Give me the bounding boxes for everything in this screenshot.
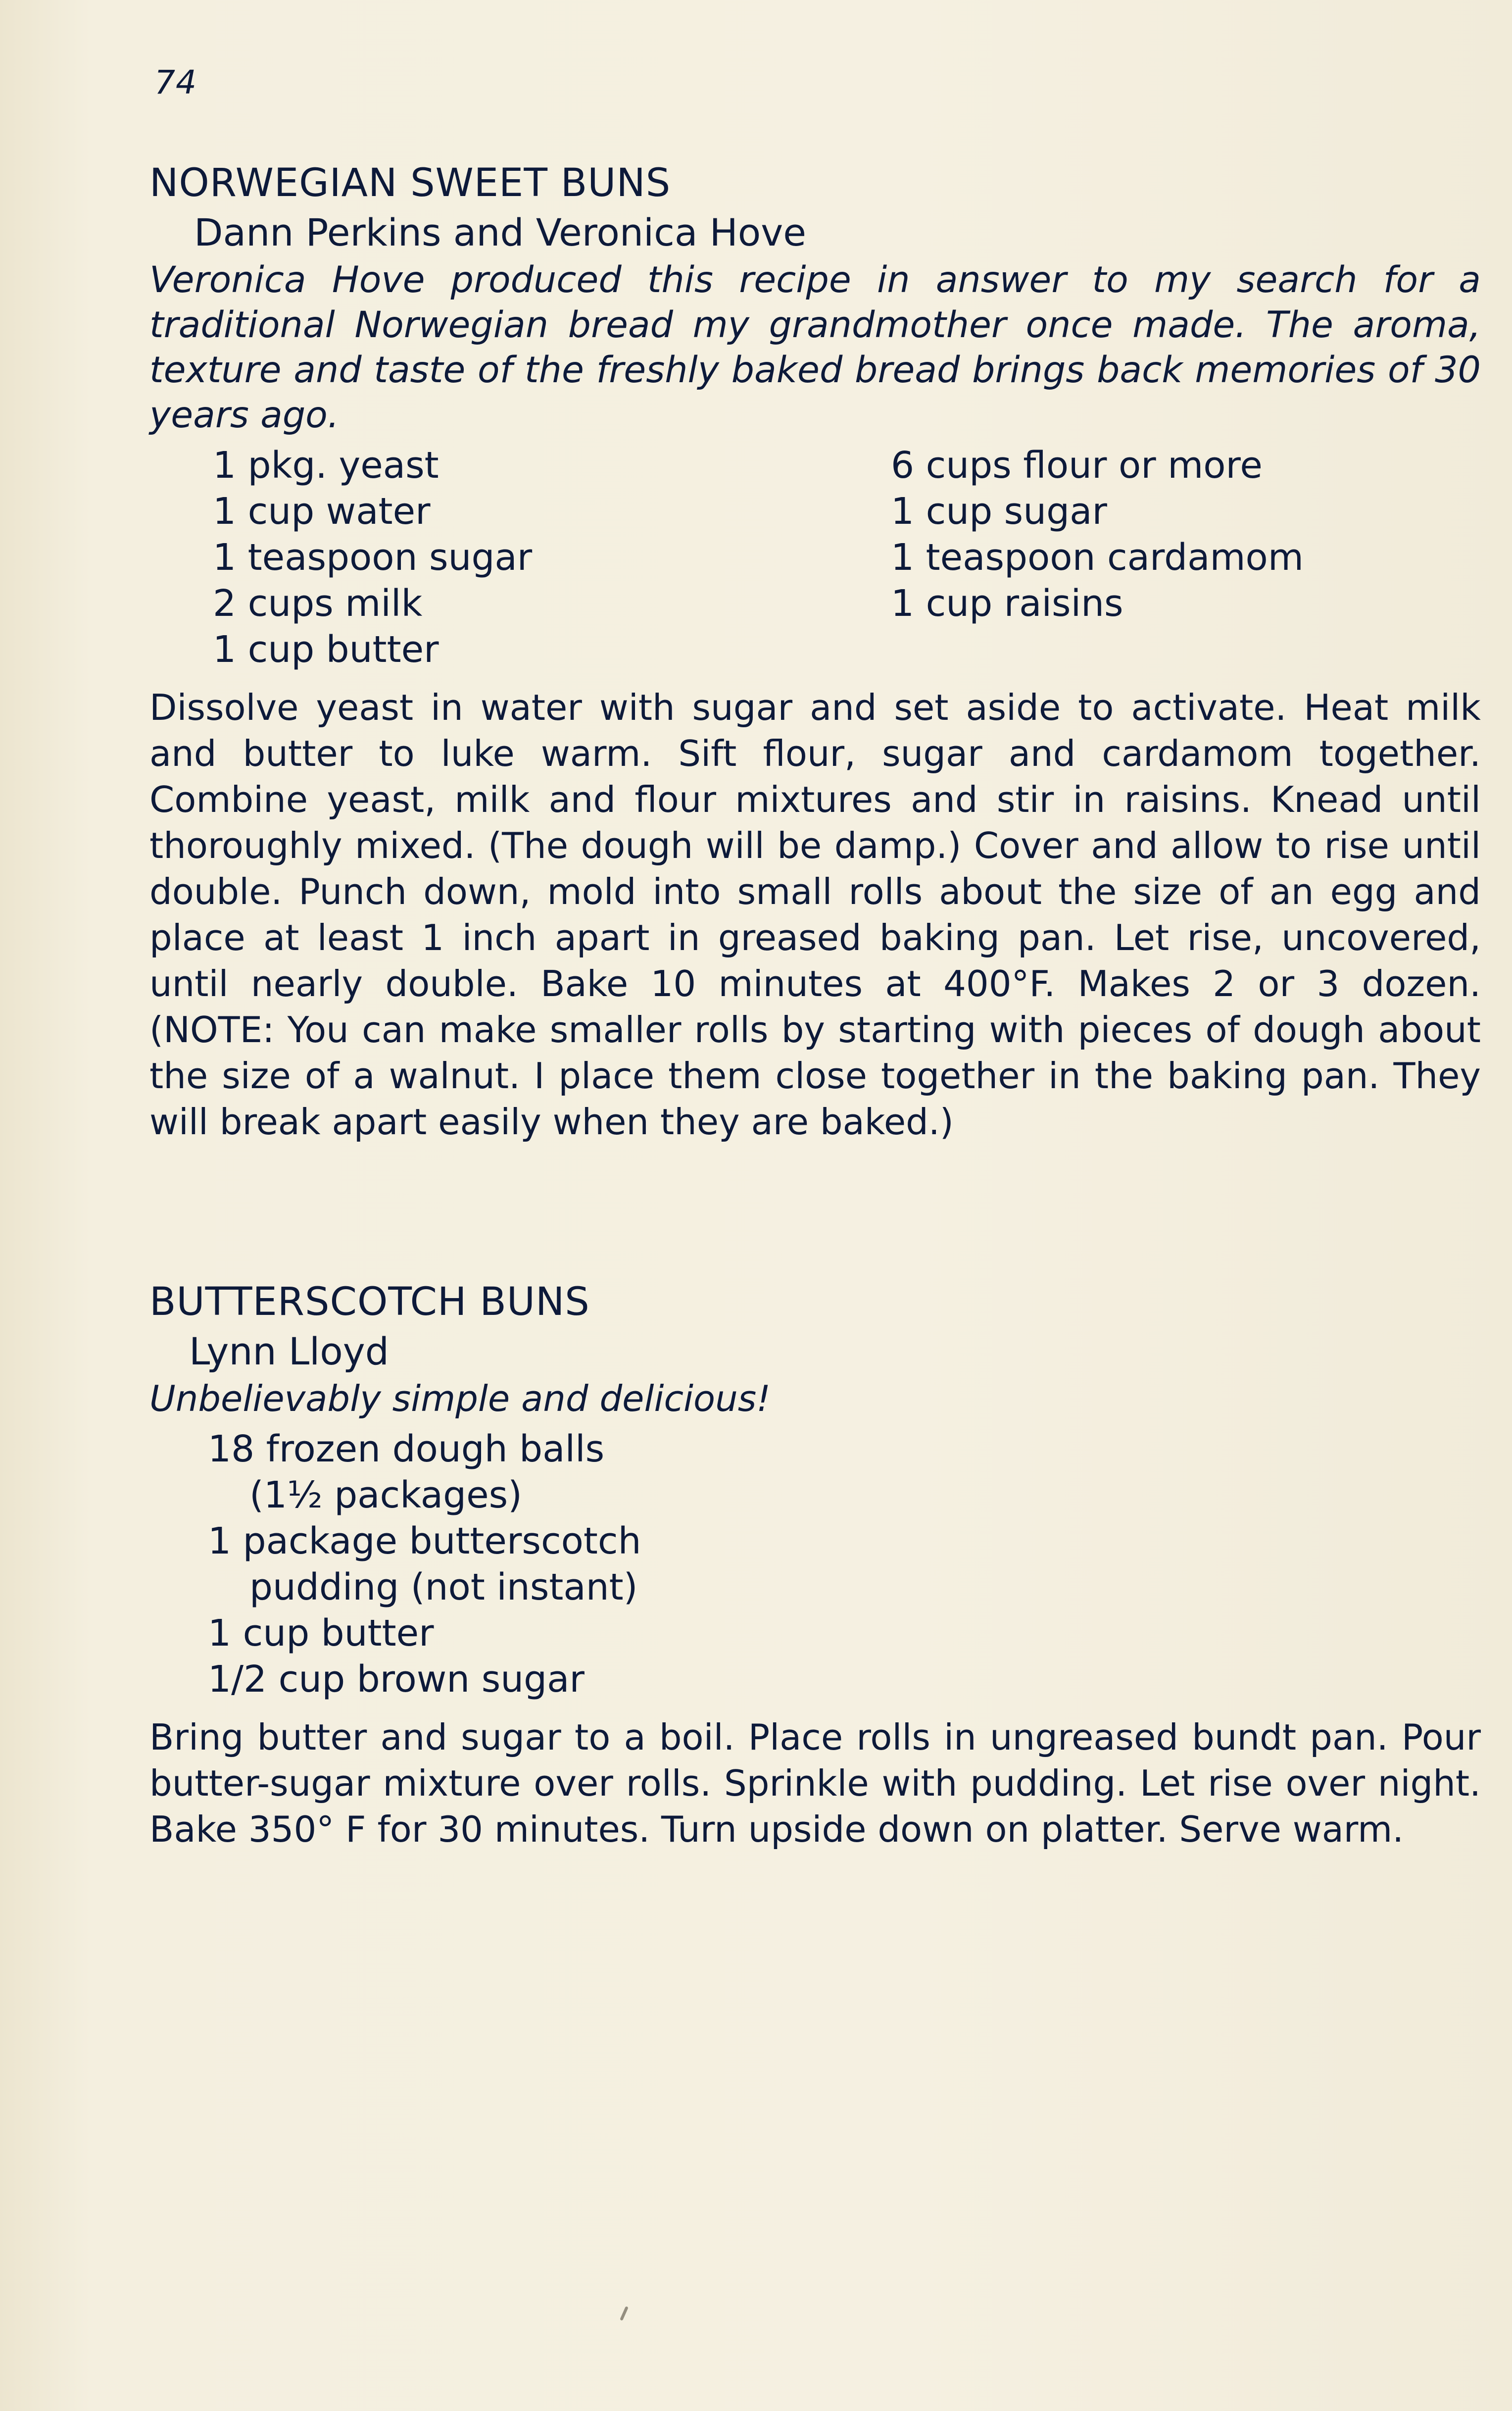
ingredient-item: 1 cup butter xyxy=(208,1612,434,1655)
ingredient-item: 1 teaspoon sugar xyxy=(213,536,533,579)
recipe-title: BUTTERSCOTCH BUNS xyxy=(149,1280,590,1324)
recipe-title: NORWEGIAN SWEET BUNS xyxy=(149,161,671,205)
ingredient-item: 1 cup water xyxy=(213,490,431,533)
ingredient-column-right xyxy=(891,443,1435,673)
ingredient-item: 1 cup raisins xyxy=(891,582,1123,625)
ingredient-item: 1 teaspoon cardamom xyxy=(891,536,1304,579)
recipe-intro: Veronica Hove produced this recipe in answer to my search for a traditional Norwegian bread my grandmother once made. The aroma, texture and taste of the freshly baked bread brings back memories of 30 years ago. xyxy=(149,259,1481,436)
page-number: 74 xyxy=(154,63,197,101)
ingredient-item: 6 cups flour or more xyxy=(891,444,1263,487)
ingredient-list xyxy=(149,1426,1481,1703)
ingredient-item: 1 cup butter xyxy=(213,628,439,671)
ingredient-item: 1/2 cup brown sugar xyxy=(208,1658,585,1701)
recipe-author: Lynn Lloyd xyxy=(189,1329,390,1373)
ingredient-item: 1 pkg. yeast xyxy=(213,444,439,487)
recipe-butterscotch-buns xyxy=(149,1277,1481,1853)
ingredient-item: (1½ packages) xyxy=(249,1474,523,1516)
recipe-method: Bring butter and sugar to a boil. Place rolls in ungreased bundt pan. Pour butter-sugar mixture over rolls. Sprinkle with pudding. Let rise over night. Bake 350° F for 30 minutes. Turn upside down on platter. Serve warm. xyxy=(149,1716,1481,1850)
ingredient-list xyxy=(149,443,1481,673)
ingredient-item: 1 package butterscotch xyxy=(208,1520,641,1562)
ingredient-item: 1 cup sugar xyxy=(891,490,1107,533)
recipe-intro: Unbelievably simple and delicious! xyxy=(149,1378,771,1419)
ingredient-column-left xyxy=(149,443,891,673)
recipe-norwegian-sweet-buns xyxy=(149,158,1481,1145)
ingredient-item: 18 frozen dough balls xyxy=(208,1428,605,1470)
ingredient-item: pudding (not instant) xyxy=(249,1566,638,1608)
pencil-mark xyxy=(620,2306,629,2321)
ingredient-item: 2 cups milk xyxy=(213,582,423,625)
recipe-method: Dissolve yeast in water with sugar and set aside to activate. Heat milk and butter to luke warm. Sift flour, sugar and cardamom together. Combine yeast, milk and flour mixtures and stir in raisins. Knead until thoroughly mixed. (The dough will be damp.) Cover and allow to rise until double. Punch down, mold into small rolls about the size of an egg and place at least 1 inch apart in greased baking pan. Let rise, uncovered, until nearly double. Bake 10 minutes at 400°F. Makes 2 or 3 dozen. (NOTE: You can make smaller rolls by starting with pieces of dough about the size of a walnut. I place them close together in the baking pan. They will break apart easily when they are baked.) xyxy=(149,687,1481,1143)
recipe-author: Dann Perkins and Veronica Hove xyxy=(194,210,807,254)
